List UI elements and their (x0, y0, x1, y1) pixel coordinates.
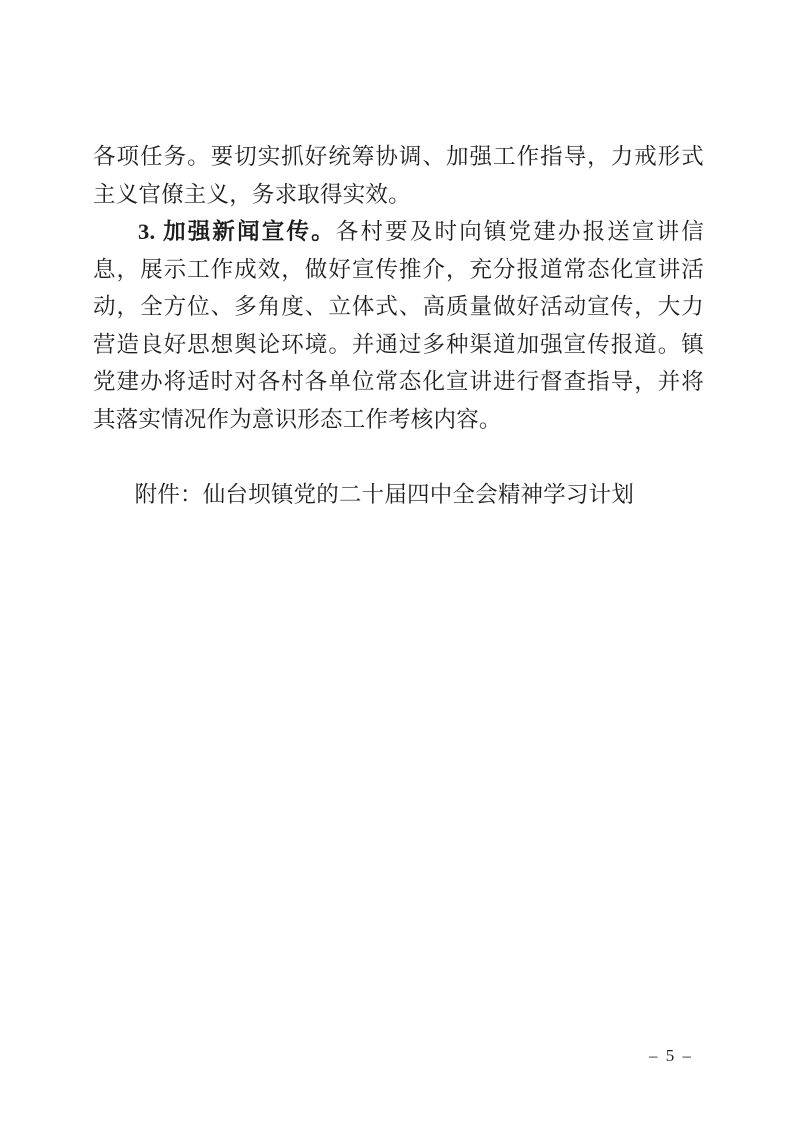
paragraph-lead-bold: 3. 加强新闻宣传。 (138, 219, 336, 244)
paragraph-news-publicity (93, 213, 704, 438)
page-number: – 5 – (649, 1046, 693, 1065)
document-body (93, 138, 704, 513)
attachment-line: 附件：仙台坝镇党的二十届四中全会精神学习计划 (134, 481, 635, 507)
paragraph-continuation: 各项任务。要切实抓好统筹协调、加强工作指导，力戒形式主义官僚主义，务求取得实效。 (93, 144, 704, 207)
paragraph-news-body-text: 各村要及时向镇党建办报送宣讲信息，展示工作成效，做好宣传推介，充分报道常态化宣讲活动，全方位、多角度、立体式、高质量做好活动宣传，大力营造良好思想舆论环境。并通过多种渠道加强宣传报道。镇党建办将适时对各村各单位常态化宣讲进行督查指导，并将其落实情况作为意识形态工作考核内容。 (93, 219, 704, 432)
